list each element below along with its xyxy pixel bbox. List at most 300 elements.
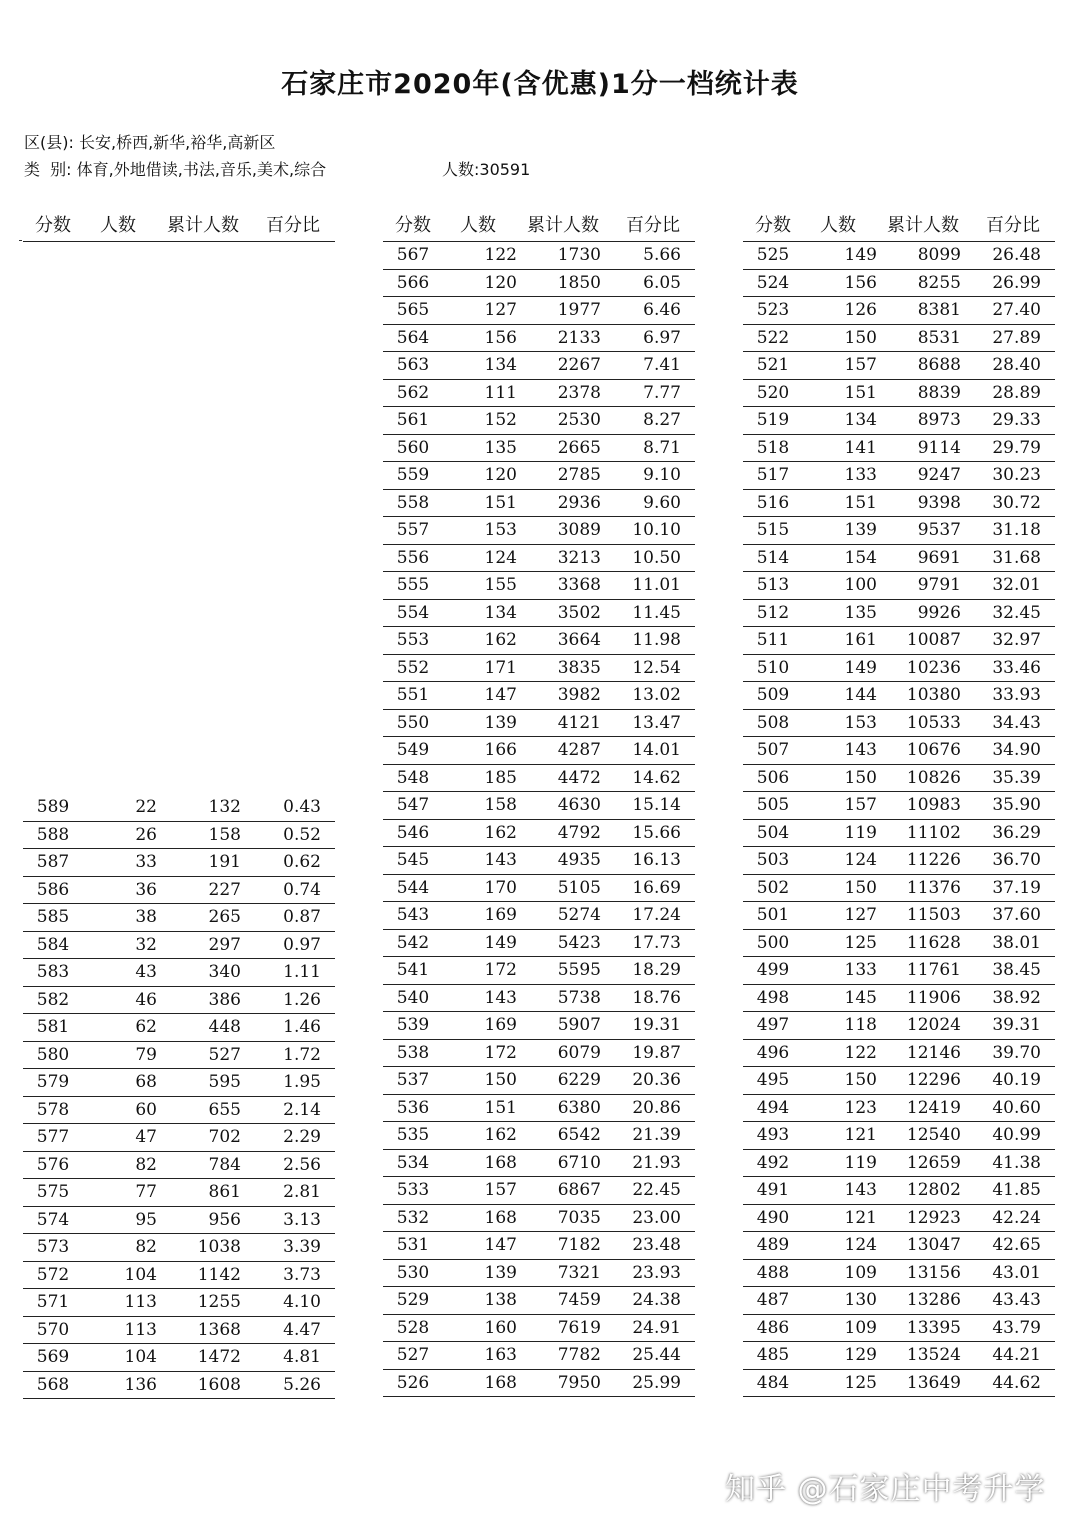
table-row xyxy=(383,1232,695,1260)
count-cell: 136 xyxy=(124,1374,157,1395)
count-cell: 36 xyxy=(135,879,157,900)
score-cell: 513 xyxy=(756,575,790,595)
cumulative-cell: 3982 xyxy=(557,685,601,705)
cumulative-cell: 9114 xyxy=(917,437,961,458)
count-cell: 122 xyxy=(844,1042,877,1063)
score-cell: 548 xyxy=(396,767,430,788)
count-cell: 123 xyxy=(844,1097,877,1118)
table-body xyxy=(23,794,335,1399)
table-row xyxy=(743,655,1055,683)
count-cell: 150 xyxy=(844,877,877,898)
score-cell: 583 xyxy=(36,962,70,982)
score-cell: 586 xyxy=(36,879,70,900)
table-row xyxy=(23,1124,335,1152)
table-row xyxy=(743,1315,1055,1343)
cumulative-cell: 12146 xyxy=(906,1042,961,1063)
score-cell: 506 xyxy=(756,767,790,788)
count-cell: 162 xyxy=(484,630,517,650)
score-cell: 554 xyxy=(396,602,430,623)
count-cell: 169 xyxy=(484,1015,517,1035)
percent-cell: 2.81 xyxy=(283,1182,321,1202)
percent-cell: 5.66 xyxy=(643,245,681,265)
cumulative-cell: 13395 xyxy=(906,1317,961,1338)
table-row xyxy=(743,1122,1055,1150)
table-header xyxy=(383,211,695,242)
count-cell: 150 xyxy=(844,1070,877,1090)
percent-cell: 2.56 xyxy=(283,1154,321,1175)
count-cell: 119 xyxy=(844,1152,877,1173)
percent-cell: 34.90 xyxy=(992,740,1041,760)
cumulative-cell: 2936 xyxy=(557,492,601,513)
score-cell: 576 xyxy=(36,1154,70,1175)
count-cell: 172 xyxy=(484,960,517,980)
percent-cell: 41.38 xyxy=(992,1152,1041,1173)
count-cell: 118 xyxy=(844,1015,877,1035)
score-cell: 560 xyxy=(396,437,430,458)
count-cell: 26 xyxy=(135,824,157,845)
cumulative-cell: 7321 xyxy=(557,1262,601,1283)
category-line xyxy=(24,157,531,180)
score-cell: 569 xyxy=(36,1347,70,1367)
cumulative-cell: 2378 xyxy=(557,382,601,403)
table-row xyxy=(383,1205,695,1233)
count-cell: 153 xyxy=(844,712,877,733)
cumulative-cell: 9791 xyxy=(917,575,961,595)
table-row xyxy=(743,847,1055,875)
cumulative-cell: 265 xyxy=(208,907,241,927)
table-row xyxy=(23,1234,335,1262)
cumulative-cell: 4935 xyxy=(557,850,601,870)
score-cell: 533 xyxy=(396,1180,430,1200)
count-cell: 155 xyxy=(484,575,517,595)
percent-cell: 33.46 xyxy=(992,657,1041,678)
percent-cell: 32.45 xyxy=(992,602,1041,623)
table-row xyxy=(383,930,695,958)
percent-cell: 7.77 xyxy=(643,382,681,403)
score-cell: 500 xyxy=(756,932,790,953)
score-cell: 515 xyxy=(756,520,790,540)
score-cell: 584 xyxy=(36,934,70,955)
score-cell: 509 xyxy=(756,685,790,705)
count-cell: 156 xyxy=(844,272,877,293)
count-cell: 154 xyxy=(844,547,877,568)
score-cell: 552 xyxy=(396,657,430,678)
score-cell: 510 xyxy=(756,657,790,678)
count-cell: 133 xyxy=(844,465,877,485)
score-cell: 487 xyxy=(756,1290,790,1310)
header-score: 分数 xyxy=(755,215,791,236)
score-cell: 540 xyxy=(396,987,430,1008)
table-row xyxy=(743,902,1055,930)
score-cell: 508 xyxy=(756,712,790,733)
score-cell: 496 xyxy=(756,1042,790,1063)
cumulative-cell: 6710 xyxy=(557,1152,601,1173)
percent-cell: 38.92 xyxy=(992,987,1041,1008)
count-cell: 150 xyxy=(844,327,877,348)
score-cell: 536 xyxy=(396,1097,430,1118)
table-row xyxy=(383,820,695,848)
percent-cell: 21.39 xyxy=(632,1125,681,1145)
table-row xyxy=(23,877,335,905)
count-cell: 172 xyxy=(484,1042,517,1063)
count-cell: 120 xyxy=(484,272,517,293)
count-cell: 133 xyxy=(844,960,877,980)
table-row xyxy=(743,462,1055,490)
cumulative-cell: 12419 xyxy=(906,1097,961,1118)
count-cell: 149 xyxy=(844,657,877,678)
percent-cell: 22.45 xyxy=(632,1180,681,1200)
cumulative-cell: 10826 xyxy=(906,767,961,788)
percent-cell: 42.24 xyxy=(992,1207,1041,1228)
table-row xyxy=(383,545,695,573)
score-cell: 539 xyxy=(396,1015,430,1035)
percent-cell: 14.01 xyxy=(632,740,681,760)
count-cell: 127 xyxy=(484,300,517,320)
score-cell: 489 xyxy=(756,1235,790,1255)
score-cell: 573 xyxy=(36,1237,70,1257)
table-row xyxy=(23,1262,335,1290)
count-cell: 157 xyxy=(844,795,877,815)
header-score: 分数 xyxy=(35,215,71,236)
cumulative-cell: 3213 xyxy=(557,547,601,568)
percent-cell: 4.10 xyxy=(283,1292,321,1312)
percent-cell: 20.86 xyxy=(632,1097,681,1118)
count-cell: 144 xyxy=(844,685,877,705)
score-cell: 543 xyxy=(396,905,430,925)
table-row xyxy=(383,1177,695,1205)
percent-cell: 36.29 xyxy=(992,822,1041,843)
table-row xyxy=(743,325,1055,353)
table-row xyxy=(383,1040,695,1068)
count-cell: 145 xyxy=(844,987,877,1008)
table-row xyxy=(383,682,695,710)
table-body xyxy=(383,242,695,1397)
table-row xyxy=(383,1342,695,1370)
score-cell: 589 xyxy=(36,797,70,817)
score-cell: 524 xyxy=(756,272,790,293)
table-row xyxy=(743,297,1055,325)
cumulative-cell: 1142 xyxy=(197,1264,241,1285)
table-row xyxy=(23,1372,335,1400)
cumulative-cell: 13156 xyxy=(906,1262,961,1283)
percent-cell: 30.23 xyxy=(992,465,1041,485)
cumulative-cell: 11226 xyxy=(906,850,961,870)
percent-cell: 43.79 xyxy=(992,1317,1041,1338)
cumulative-cell: 4630 xyxy=(557,795,601,815)
cumulative-cell: 7782 xyxy=(557,1345,601,1365)
cumulative-cell: 8255 xyxy=(917,272,961,293)
percent-cell: 24.91 xyxy=(632,1317,681,1338)
score-cell: 494 xyxy=(756,1097,790,1118)
percent-cell: 38.01 xyxy=(992,932,1041,953)
score-cell: 558 xyxy=(396,492,430,513)
count-cell: 162 xyxy=(484,822,517,843)
count-cell: 82 xyxy=(135,1154,157,1175)
count-cell: 143 xyxy=(484,850,517,870)
score-table-3 xyxy=(743,211,1055,1393)
table-row xyxy=(383,847,695,875)
table-row xyxy=(23,987,335,1015)
cumulative-cell: 4472 xyxy=(557,767,601,788)
cumulative-cell: 7182 xyxy=(557,1235,601,1255)
count-cell: 168 xyxy=(484,1207,517,1228)
cumulative-cell: 8531 xyxy=(917,327,961,348)
cumulative-cell: 158 xyxy=(208,824,241,845)
score-cell: 485 xyxy=(756,1345,790,1365)
percent-cell: 6.05 xyxy=(643,272,681,293)
score-cell: 502 xyxy=(756,877,790,898)
percent-cell: 28.40 xyxy=(992,355,1041,375)
table-row xyxy=(23,1289,335,1317)
table-row xyxy=(23,959,335,987)
score-cell: 550 xyxy=(396,712,430,733)
table-row xyxy=(743,270,1055,298)
count-cell: 169 xyxy=(484,905,517,925)
table-row xyxy=(383,490,695,518)
score-cell: 523 xyxy=(756,300,790,320)
cumulative-cell: 3835 xyxy=(557,657,601,678)
count-cell: 82 xyxy=(135,1237,157,1257)
percent-cell: 17.73 xyxy=(632,932,681,953)
percent-cell: 7.41 xyxy=(643,355,681,375)
percent-cell: 2.29 xyxy=(283,1127,321,1147)
count-cell: 135 xyxy=(844,602,877,623)
cumulative-cell: 5738 xyxy=(557,987,601,1008)
table-row xyxy=(383,710,695,738)
table-row xyxy=(743,1260,1055,1288)
cumulative-cell: 6542 xyxy=(557,1125,601,1145)
percent-cell: 4.81 xyxy=(283,1347,321,1367)
cumulative-cell: 13286 xyxy=(906,1290,961,1310)
cumulative-cell: 5907 xyxy=(557,1015,601,1035)
percent-cell: 30.72 xyxy=(992,492,1041,513)
percent-cell: 17.24 xyxy=(632,905,681,925)
score-cell: 527 xyxy=(396,1345,430,1365)
count-cell: 158 xyxy=(484,795,517,815)
table-row xyxy=(23,1069,335,1097)
count-cell: 111 xyxy=(484,382,517,403)
percent-cell: 8.27 xyxy=(643,410,681,430)
count-cell: 32 xyxy=(135,934,157,955)
table-row xyxy=(383,765,695,793)
percent-cell: 24.38 xyxy=(632,1290,681,1310)
count-cell: 77 xyxy=(135,1182,157,1202)
cumulative-cell: 10533 xyxy=(906,712,961,733)
table-row xyxy=(383,875,695,903)
cumulative-cell: 12923 xyxy=(906,1207,961,1228)
cumulative-cell: 7035 xyxy=(557,1207,601,1228)
cumulative-cell: 12296 xyxy=(906,1070,961,1090)
cumulative-cell: 10380 xyxy=(906,685,961,705)
score-cell: 581 xyxy=(36,1017,70,1037)
percent-cell: 18.76 xyxy=(632,987,681,1008)
cumulative-cell: 13649 xyxy=(906,1372,961,1393)
score-cell: 492 xyxy=(756,1152,790,1173)
cumulative-cell: 784 xyxy=(208,1154,241,1175)
table-row xyxy=(743,710,1055,738)
cumulative-cell: 7950 xyxy=(557,1372,601,1393)
cumulative-cell: 8099 xyxy=(917,245,961,265)
count-cell: 134 xyxy=(844,410,877,430)
table-row xyxy=(23,822,335,850)
percent-cell: 11.98 xyxy=(632,630,681,650)
header-count: 人数 xyxy=(820,215,856,236)
table-row xyxy=(743,957,1055,985)
count-cell: 143 xyxy=(484,987,517,1008)
count-cell: 129 xyxy=(844,1345,877,1365)
count-cell: 160 xyxy=(484,1317,517,1338)
score-cell: 555 xyxy=(396,575,430,595)
cumulative-cell: 2530 xyxy=(557,410,601,430)
table-row xyxy=(383,435,695,463)
score-cell: 514 xyxy=(756,547,790,568)
header-percent: 百分比 xyxy=(626,215,680,236)
count-cell: 124 xyxy=(844,850,877,870)
score-cell: 522 xyxy=(756,327,790,348)
score-cell: 534 xyxy=(396,1152,430,1173)
percent-cell: 37.19 xyxy=(992,877,1041,898)
percent-cell: 14.62 xyxy=(632,767,681,788)
table-row xyxy=(743,517,1055,545)
count-cell: 151 xyxy=(484,492,517,513)
count-cell: 166 xyxy=(484,740,517,760)
count-cell: 121 xyxy=(844,1207,877,1228)
percent-cell: 3.73 xyxy=(283,1264,321,1285)
table-row xyxy=(383,407,695,435)
cumulative-cell: 595 xyxy=(208,1072,241,1092)
watermark: 知乎 @石家庄中考升学 xyxy=(725,1472,1046,1507)
percent-cell: 20.36 xyxy=(632,1070,681,1090)
count-cell: 139 xyxy=(484,712,517,733)
percent-cell: 0.74 xyxy=(283,879,321,900)
cumulative-cell: 4121 xyxy=(557,712,601,733)
percent-cell: 28.89 xyxy=(992,382,1041,403)
percent-cell: 16.69 xyxy=(632,877,681,898)
percent-cell: 42.65 xyxy=(992,1235,1041,1255)
percent-cell: 34.43 xyxy=(992,712,1041,733)
count-cell: 149 xyxy=(844,245,877,265)
score-cell: 499 xyxy=(756,960,790,980)
cumulative-cell: 340 xyxy=(208,962,241,982)
percent-cell: 0.97 xyxy=(283,934,321,955)
table-row xyxy=(23,1344,335,1372)
cumulative-cell: 9247 xyxy=(917,465,961,485)
table-row xyxy=(743,490,1055,518)
cumulative-cell: 5595 xyxy=(557,960,601,980)
percent-cell: 0.87 xyxy=(283,907,321,927)
percent-cell: 25.44 xyxy=(632,1345,681,1365)
table-row xyxy=(383,1370,695,1398)
cumulative-cell: 1255 xyxy=(197,1292,241,1312)
score-cell: 541 xyxy=(396,960,430,980)
percent-cell: 11.01 xyxy=(632,575,681,595)
cumulative-cell: 3502 xyxy=(557,602,601,623)
table-row xyxy=(743,737,1055,765)
percent-cell: 29.33 xyxy=(992,410,1041,430)
percent-cell: 0.43 xyxy=(283,797,321,817)
count-cell: 170 xyxy=(484,877,517,898)
table-row xyxy=(23,849,335,877)
score-cell: 531 xyxy=(396,1235,430,1255)
cumulative-cell: 13047 xyxy=(906,1235,961,1255)
table-row xyxy=(743,435,1055,463)
score-table-1 xyxy=(23,211,335,1395)
score-cell: 491 xyxy=(756,1180,790,1200)
cumulative-cell: 9691 xyxy=(917,547,961,568)
count-cell: 150 xyxy=(844,767,877,788)
percent-cell: 29.79 xyxy=(992,437,1041,458)
count-cell: 122 xyxy=(484,245,517,265)
score-cell: 495 xyxy=(756,1070,790,1090)
percent-cell: 1.72 xyxy=(283,1044,321,1065)
cumulative-cell: 1038 xyxy=(197,1237,241,1257)
count-cell: 161 xyxy=(844,630,877,650)
table-row xyxy=(743,930,1055,958)
percent-cell: 6.46 xyxy=(643,300,681,320)
count-cell: 125 xyxy=(844,932,877,953)
score-cell: 484 xyxy=(756,1372,790,1393)
percent-cell: 32.01 xyxy=(992,575,1041,595)
cumulative-cell: 5423 xyxy=(557,932,601,953)
percent-cell: 23.48 xyxy=(632,1235,681,1255)
table-row xyxy=(743,1205,1055,1233)
count-cell: 163 xyxy=(484,1345,517,1365)
table-row xyxy=(383,270,695,298)
count-cell: 125 xyxy=(844,1372,877,1393)
cumulative-cell: 3368 xyxy=(557,575,601,595)
percent-cell: 26.48 xyxy=(992,245,1041,265)
score-cell: 574 xyxy=(36,1209,70,1230)
table-row xyxy=(383,1012,695,1040)
score-cell: 537 xyxy=(396,1070,430,1090)
score-cell: 567 xyxy=(396,245,430,265)
count-cell: 79 xyxy=(135,1044,157,1065)
score-cell: 571 xyxy=(36,1292,70,1312)
score-cell: 546 xyxy=(396,822,430,843)
percent-cell: 23.93 xyxy=(632,1262,681,1283)
score-cell: 519 xyxy=(756,410,790,430)
count-cell: 156 xyxy=(484,327,517,348)
table-row xyxy=(743,1040,1055,1068)
cumulative-cell: 10236 xyxy=(906,657,961,678)
percent-cell: 40.19 xyxy=(992,1070,1041,1090)
score-cell: 520 xyxy=(756,382,790,403)
percent-cell: 25.99 xyxy=(632,1372,681,1393)
percent-cell: 26.99 xyxy=(992,272,1041,293)
cumulative-cell: 702 xyxy=(208,1127,241,1147)
score-cell: 503 xyxy=(756,850,790,870)
table-row xyxy=(743,407,1055,435)
table-row xyxy=(383,627,695,655)
score-cell: 568 xyxy=(36,1374,70,1395)
table-row xyxy=(743,875,1055,903)
table-row xyxy=(743,1370,1055,1398)
count-cell: 60 xyxy=(135,1099,157,1120)
table-row xyxy=(743,1342,1055,1370)
percent-cell: 13.02 xyxy=(632,685,681,705)
cumulative-cell: 6380 xyxy=(557,1097,601,1118)
total-count: 人数:30591 xyxy=(442,160,531,179)
cumulative-cell: 2665 xyxy=(557,437,601,458)
count-cell: 134 xyxy=(484,355,517,375)
cumulative-cell: 11628 xyxy=(906,932,961,953)
table-row xyxy=(743,600,1055,628)
cumulative-cell: 191 xyxy=(208,852,241,872)
count-cell: 124 xyxy=(844,1235,877,1255)
table-row xyxy=(383,572,695,600)
count-cell: 119 xyxy=(844,822,877,843)
count-cell: 68 xyxy=(135,1072,157,1092)
